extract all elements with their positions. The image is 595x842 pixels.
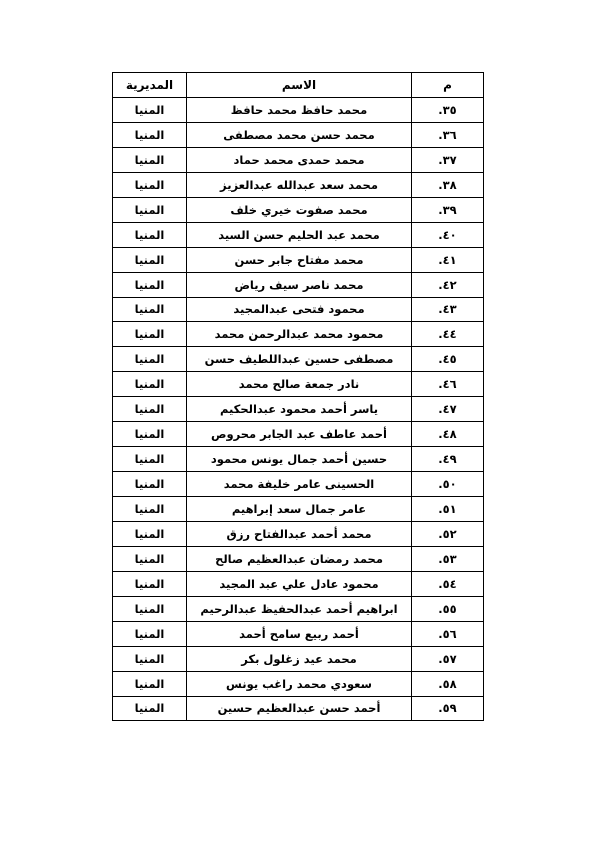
row-directorate: المنيا (113, 521, 187, 546)
row-directorate: المنيا (113, 297, 187, 322)
table-row (113, 98, 484, 123)
row-directorate: المنيا (113, 322, 187, 347)
header-name: الاسم (187, 73, 412, 98)
row-name: محمد حافظ محمد حافظ (187, 98, 412, 123)
row-number: ٤٥. (412, 347, 484, 372)
table-row (113, 422, 484, 447)
table-row (113, 122, 484, 147)
row-number: ٤٦. (412, 372, 484, 397)
row-number: ٥٢. (412, 521, 484, 546)
row-number: ٤٠. (412, 222, 484, 247)
table-row (113, 497, 484, 522)
row-name: محمود عادل علي عبد المجيد (187, 571, 412, 596)
row-number: ٣٩. (412, 197, 484, 222)
names-table (112, 72, 484, 721)
row-number: ٣٨. (412, 172, 484, 197)
row-name: محمود محمد عبدالرحمن محمد (187, 322, 412, 347)
row-number: ٤٤. (412, 322, 484, 347)
row-directorate: المنيا (113, 497, 187, 522)
row-number: ٤١. (412, 247, 484, 272)
row-name: محمد عيد زغلول بكر (187, 646, 412, 671)
row-number: ٣٧. (412, 147, 484, 172)
row-directorate: المنيا (113, 347, 187, 372)
row-number: ٤٧. (412, 397, 484, 422)
row-name: محمد عبد الحليم حسن السيد (187, 222, 412, 247)
table-row (113, 671, 484, 696)
table-row (113, 546, 484, 571)
row-directorate: المنيا (113, 571, 187, 596)
row-name: مصطفى حسين عبداللطيف حسن (187, 347, 412, 372)
header-directorate: المديرية (113, 73, 187, 98)
row-number: ٥٨. (412, 671, 484, 696)
row-directorate: المنيا (113, 197, 187, 222)
row-directorate: المنيا (113, 646, 187, 671)
table-row (113, 397, 484, 422)
row-directorate: المنيا (113, 596, 187, 621)
row-name: أحمد عاطف عبد الجابر محروص (187, 422, 412, 447)
row-name: أحمد ربيع سامح أحمد (187, 621, 412, 646)
row-directorate: المنيا (113, 422, 187, 447)
row-directorate: المنيا (113, 172, 187, 197)
table-row (113, 696, 484, 721)
row-directorate: المنيا (113, 122, 187, 147)
row-directorate: المنيا (113, 372, 187, 397)
table-row (113, 347, 484, 372)
row-directorate: المنيا (113, 247, 187, 272)
row-directorate: المنيا (113, 147, 187, 172)
row-directorate: المنيا (113, 98, 187, 123)
header-number: م (412, 73, 484, 98)
row-name: محمد رمضان عبدالعظيم صالح (187, 546, 412, 571)
row-number: ٥٩. (412, 696, 484, 721)
table-row (113, 147, 484, 172)
row-directorate: المنيا (113, 447, 187, 472)
row-name: الحسينى عامر خليفة محمد (187, 472, 412, 497)
row-number: ٤٢. (412, 272, 484, 297)
row-name: محمود فتحى عبدالمجيد (187, 297, 412, 322)
row-number: ٥٦. (412, 621, 484, 646)
row-directorate: المنيا (113, 472, 187, 497)
row-name: محمد حمدى محمد حماد (187, 147, 412, 172)
table-row (113, 172, 484, 197)
row-name: محمد ناصر سيف رياض (187, 272, 412, 297)
table-row (113, 322, 484, 347)
table-row (113, 272, 484, 297)
row-directorate: المنيا (113, 272, 187, 297)
row-directorate: المنيا (113, 621, 187, 646)
row-name: محمد مفتاح جابر حسن (187, 247, 412, 272)
row-name: محمد أحمد عبدالفتاح رزق (187, 521, 412, 546)
header-row (113, 73, 484, 98)
table-body (113, 98, 484, 721)
row-number: ٤٣. (412, 297, 484, 322)
row-name: محمد حسن محمد مصطفى (187, 122, 412, 147)
row-number: ٥٧. (412, 646, 484, 671)
table-row (113, 571, 484, 596)
row-name: عامر جمال سعد إبراهيم (187, 497, 412, 522)
row-name: أحمد حسن عبدالعظيم حسين (187, 696, 412, 721)
table-row (113, 222, 484, 247)
row-number: ٥٠. (412, 472, 484, 497)
table-row (113, 447, 484, 472)
table-row (113, 646, 484, 671)
row-number: ٣٦. (412, 122, 484, 147)
row-directorate: المنيا (113, 546, 187, 571)
row-directorate: المنيا (113, 671, 187, 696)
row-name: نادر جمعة صالح محمد (187, 372, 412, 397)
table-row (113, 472, 484, 497)
row-name: سعودي محمد راغب يونس (187, 671, 412, 696)
table-row (113, 297, 484, 322)
table-row (113, 197, 484, 222)
row-name: ابراهيم أحمد عبدالحفيظ عبدالرحيم (187, 596, 412, 621)
table-row (113, 247, 484, 272)
row-number: ٤٨. (412, 422, 484, 447)
row-name: محمد سعد عبدالله عبدالعزيز (187, 172, 412, 197)
row-number: ٥٥. (412, 596, 484, 621)
row-directorate: المنيا (113, 222, 187, 247)
row-number: ٤٩. (412, 447, 484, 472)
row-number: ٥٤. (412, 571, 484, 596)
table-row (113, 372, 484, 397)
row-directorate: المنيا (113, 397, 187, 422)
row-number: ٥١. (412, 497, 484, 522)
row-name: ياسر أحمد محمود عبدالحكيم (187, 397, 412, 422)
table-row (113, 521, 484, 546)
row-number: ٣٥. (412, 98, 484, 123)
table-row (113, 596, 484, 621)
row-name: محمد صفوت خيري خلف (187, 197, 412, 222)
row-name: حسين أحمد جمال يونس محمود (187, 447, 412, 472)
row-directorate: المنيا (113, 696, 187, 721)
table-header (113, 73, 484, 98)
row-number: ٥٣. (412, 546, 484, 571)
table-row (113, 621, 484, 646)
